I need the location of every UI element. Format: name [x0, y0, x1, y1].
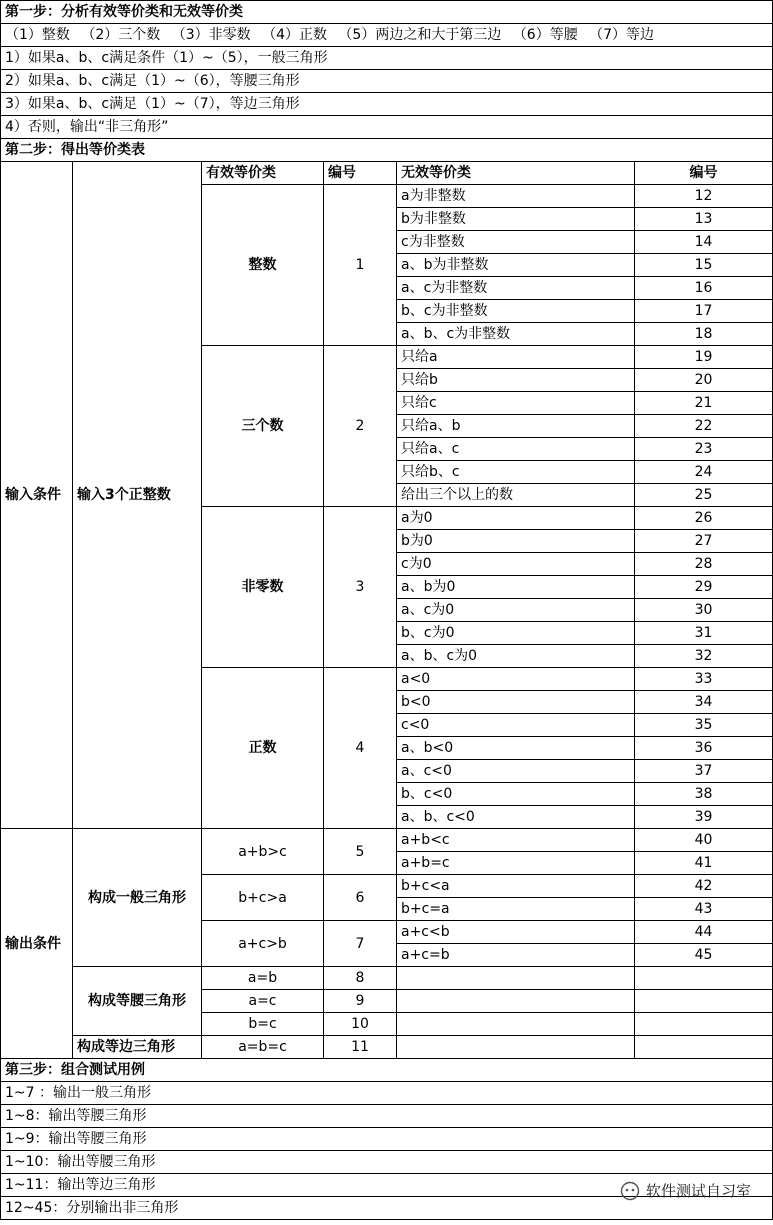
valid-class-no: 11: [324, 1036, 397, 1059]
valid-class: 正数: [202, 668, 324, 829]
invalid-class: a+c<b: [397, 921, 635, 944]
invalid-class: 只给a: [397, 346, 635, 369]
invalid-class-no: 24: [635, 461, 773, 484]
invalid-class: [397, 990, 635, 1013]
step3-title: 第三步：组合测试用例: [1, 1059, 773, 1082]
invalid-class: 给出三个以上的数: [397, 484, 635, 507]
header-valid-no: 编号: [324, 162, 397, 185]
output-row: [1, 829, 773, 852]
step2-title-row: [1, 139, 773, 162]
invalid-class: a、b、c为非整数: [397, 323, 635, 346]
invalid-class-no: 28: [635, 553, 773, 576]
valid-class-no: 10: [324, 1013, 397, 1036]
invalid-class-no: 40: [635, 829, 773, 852]
invalid-class-no: 17: [635, 300, 773, 323]
invalid-class-no: 13: [635, 208, 773, 231]
invalid-class: b、c为非整数: [397, 300, 635, 323]
invalid-class: c为非整数: [397, 231, 635, 254]
invalid-class-no: 21: [635, 392, 773, 415]
invalid-class-no: 19: [635, 346, 773, 369]
valid-class-no: 8: [324, 967, 397, 990]
step1-rule-row: [1, 93, 773, 116]
header-valid: 有效等价类: [202, 162, 324, 185]
invalid-class-no: [635, 990, 773, 1013]
test-case-item: 1~9：输出等腰三角形: [1, 1128, 773, 1151]
step3-item-row: [1, 1082, 773, 1105]
valid-class: b+c>a: [202, 875, 324, 921]
invalid-class: 只给b、c: [397, 461, 635, 484]
valid-class-no: 5: [324, 829, 397, 875]
wechat-icon: [620, 1181, 640, 1201]
valid-class-no: 9: [324, 990, 397, 1013]
invalid-class-no: 26: [635, 507, 773, 530]
valid-class-no: 6: [324, 875, 397, 921]
invalid-class: b<0: [397, 691, 635, 714]
invalid-class: a、c为0: [397, 599, 635, 622]
valid-class-no: 1: [324, 185, 397, 346]
step2-title: 第二步：得出等价类表: [1, 139, 773, 162]
invalid-class-no: 44: [635, 921, 773, 944]
invalid-class-no: [635, 1036, 773, 1059]
invalid-class: a、b、c为0: [397, 645, 635, 668]
header-invalid: 无效等价类: [397, 162, 635, 185]
step1-title-row: [1, 1, 773, 24]
step1-title: 第一步：分析有效等价类和无效等价类: [1, 1, 773, 24]
invalid-class: [397, 1013, 635, 1036]
invalid-class-no: 25: [635, 484, 773, 507]
invalid-class-no: [635, 967, 773, 990]
invalid-class-no: 38: [635, 783, 773, 806]
invalid-class: a、b为非整数: [397, 254, 635, 277]
valid-class: a=b=c: [202, 1036, 324, 1059]
invalid-class-no: 12: [635, 185, 773, 208]
valid-class-no: 2: [324, 346, 397, 507]
invalid-class: a+b=c: [397, 852, 635, 875]
watermark: [620, 1180, 751, 1201]
invalid-class: [397, 1036, 635, 1059]
step1-rule-row: [1, 116, 773, 139]
invalid-class-no: [635, 1013, 773, 1036]
invalid-class: b、c为0: [397, 622, 635, 645]
step3-title-row: [1, 1059, 773, 1082]
valid-class: a=c: [202, 990, 324, 1013]
valid-class-no: 3: [324, 507, 397, 668]
invalid-class-no: 37: [635, 760, 773, 783]
test-case-item: 1~8：输出等腰三角形: [1, 1105, 773, 1128]
valid-class: b=c: [202, 1013, 324, 1036]
step1-rule-row: [1, 70, 773, 93]
step1-rule: 2）如果a、b、c满足（1）~（6），等腰三角形: [1, 70, 773, 93]
valid-class: 三个数: [202, 346, 324, 507]
invalid-class: a、b、c<0: [397, 806, 635, 829]
valid-class: 非零数: [202, 507, 324, 668]
invalid-class: a、b<0: [397, 737, 635, 760]
test-case-item: 1~10：输出等腰三角形: [1, 1151, 773, 1174]
valid-class-no: 7: [324, 921, 397, 967]
invalid-class: a+b<c: [397, 829, 635, 852]
invalid-class: a<0: [397, 668, 635, 691]
invalid-class: b为0: [397, 530, 635, 553]
general-triangle-label: 构成一般三角形: [73, 829, 202, 967]
test-case-item: 12~45：分别输出非三角形: [1, 1197, 773, 1220]
invalid-class-no: 39: [635, 806, 773, 829]
invalid-class-no: 30: [635, 599, 773, 622]
output-condition-label: 输出条件: [1, 829, 73, 1059]
invalid-class-no: 23: [635, 438, 773, 461]
input-condition-label: 输入条件: [1, 162, 73, 829]
invalid-class-no: 32: [635, 645, 773, 668]
step1-conditions-row: [1, 24, 773, 47]
step3-item-row: [1, 1105, 773, 1128]
invalid-class-no: 43: [635, 898, 773, 921]
watermark-text: 软件测试自习室: [645, 1182, 751, 1200]
invalid-class-no: 41: [635, 852, 773, 875]
invalid-class: a、c<0: [397, 760, 635, 783]
invalid-class-no: 14: [635, 231, 773, 254]
isosceles-triangle-label: 构成等腰三角形: [73, 967, 202, 1036]
invalid-class-no: 27: [635, 530, 773, 553]
invalid-class: b、c<0: [397, 783, 635, 806]
invalid-class-no: 22: [635, 415, 773, 438]
step1-conditions: （1）整数 （2）三个数 （3）非零数 （4）正数 （5）两边之和大于第三边 （6）等腰 （7）等边: [1, 24, 773, 47]
invalid-class: 只给c: [397, 392, 635, 415]
invalid-class-no: 45: [635, 944, 773, 967]
invalid-class: 只给b: [397, 369, 635, 392]
invalid-class-no: 31: [635, 622, 773, 645]
invalid-class: c<0: [397, 714, 635, 737]
invalid-class-no: 29: [635, 576, 773, 599]
test-case-item: 1~11：输出等边三角形: [1, 1174, 773, 1197]
output-row: [1, 1036, 773, 1059]
invalid-class: b+c<a: [397, 875, 635, 898]
invalid-class-no: 35: [635, 714, 773, 737]
invalid-class-no: 33: [635, 668, 773, 691]
invalid-class: a+c=b: [397, 944, 635, 967]
valid-class: 整数: [202, 185, 324, 346]
valid-class: a+b>c: [202, 829, 324, 875]
valid-class-no: 4: [324, 668, 397, 829]
invalid-class-no: 42: [635, 875, 773, 898]
invalid-class-no: 15: [635, 254, 773, 277]
equilateral-triangle-label: 构成等边三角形: [73, 1036, 202, 1059]
step1-rule: 4）否则，输出“非三角形”: [1, 116, 773, 139]
invalid-class: 只给a、c: [397, 438, 635, 461]
output-row: [1, 967, 773, 990]
valid-class: a=b: [202, 967, 324, 990]
input-sub-label: 输入3个正整数: [73, 162, 202, 829]
invalid-class-no: 18: [635, 323, 773, 346]
step1-rule: 3）如果a、b、c满足（1）~（7），等边三角形: [1, 93, 773, 116]
invalid-class-no: 34: [635, 691, 773, 714]
step3-item-row: [1, 1151, 773, 1174]
step3-item-row: [1, 1128, 773, 1151]
invalid-class: c为0: [397, 553, 635, 576]
step2-header-row: [1, 162, 773, 185]
invalid-class: b+c=a: [397, 898, 635, 921]
invalid-class: b为非整数: [397, 208, 635, 231]
invalid-class-no: 16: [635, 277, 773, 300]
invalid-class-no: 36: [635, 737, 773, 760]
invalid-class: a为非整数: [397, 185, 635, 208]
step1-rule-row: [1, 47, 773, 70]
valid-class: a+c>b: [202, 921, 324, 967]
step1-rule: 1）如果a、b、c满足条件（1）~（5），一般三角形: [1, 47, 773, 70]
invalid-class: a为0: [397, 507, 635, 530]
test-case-item: 1~7 ：输出一般三角形: [1, 1082, 773, 1105]
invalid-class-no: 20: [635, 369, 773, 392]
invalid-class: a、b为0: [397, 576, 635, 599]
header-invalid-no: 编号: [635, 162, 773, 185]
invalid-class: 只给a、b: [397, 415, 635, 438]
invalid-class: a、c为非整数: [397, 277, 635, 300]
invalid-class: [397, 967, 635, 990]
